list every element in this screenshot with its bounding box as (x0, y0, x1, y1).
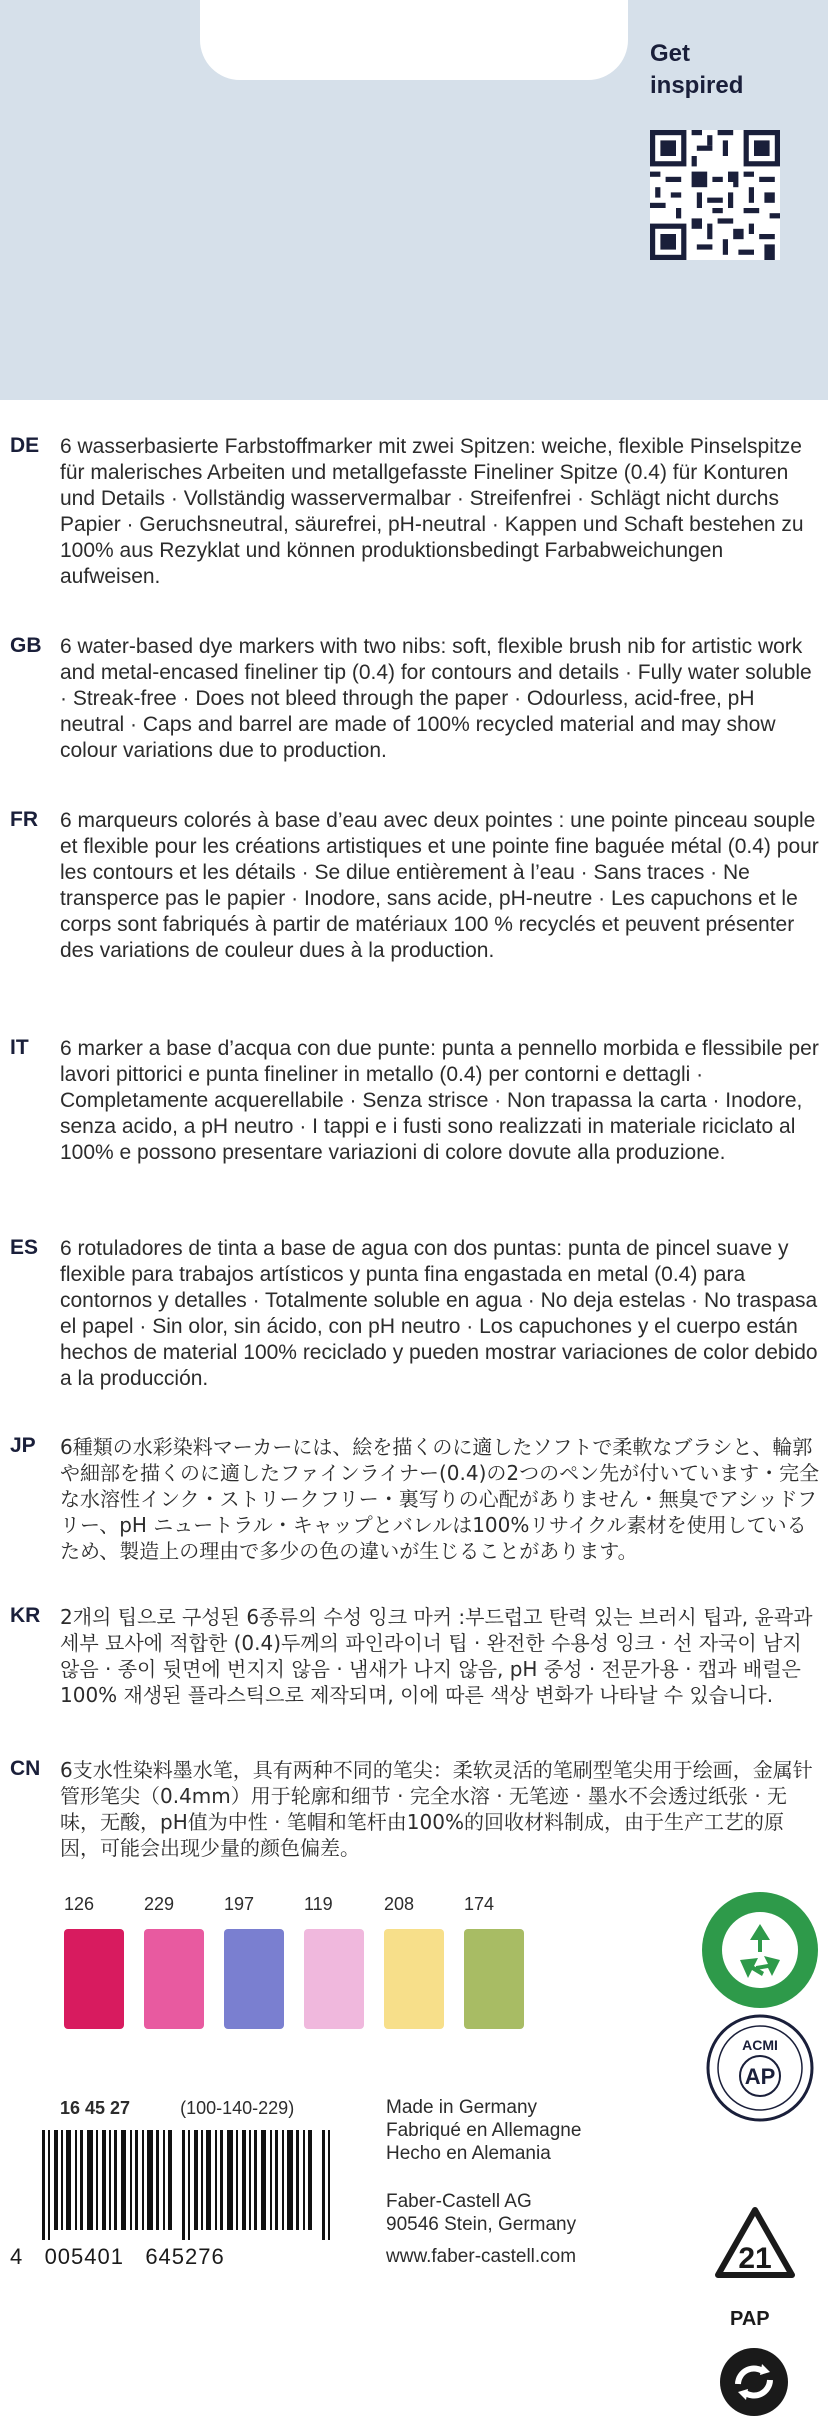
lang-code: FR (10, 808, 38, 831)
website-link[interactable]: www.faber-castell.com (386, 2246, 577, 2267)
lang-code: IT (10, 1036, 29, 1059)
swatch-color (144, 1929, 204, 2029)
lang-text: 6 rotuladores de tinta a base de agua con dos puntas: punta de pincel suave y flexible para trabajos artísticos y punta fina engastada en metal (0.4) para contornos y detalles · Totalmente soluble en agua · No deja estelas · No traspasa el papel · Sin olor, sin ácido, con pH neutro · Los capuchones y el cuerpo están hechos de material 100% reciclado y pueden mostrar variaciones de color debido a la producción. (60, 1237, 818, 1390)
lang-code: DE (10, 434, 40, 457)
swatch-197 (224, 1894, 288, 2029)
company-address: 90546 Stein, Germany (386, 2214, 577, 2235)
lang-block-cn (0, 1757, 828, 1887)
company-name: Faber-Castell AG (386, 2191, 532, 2212)
lang-code: CN (10, 1757, 41, 1780)
lang-block-fr (0, 808, 828, 1018)
lang-text: 6 marqueurs colorés à base d’eau avec deux pointes : une pointe pinceau souple et flexible pour les créations artistiques et une pointe fine baguée métal (0.4) pour les contours et les détails · Se dilue entièrement à l’eau · Sans traces · Ne transperce pas le papier · Inodore, sans acide, pH-neutre · Les capuchons et le corps sont fabriqués à partir de matériaux 100 % recyclés et peuvent présenter des variations de couleur dues à la production. (60, 809, 819, 962)
made-in-line-2: Fabriqué en Allemagne (386, 2120, 582, 2141)
swatch-126 (64, 1894, 128, 2029)
swatch-number: 119 (304, 1894, 333, 1914)
svg-text:ACMI: ACMI (742, 2037, 778, 2053)
swatch-number: 126 (64, 1894, 95, 1914)
lang-text: 2개의 팁으로 구성된 6종류의 수성 잉크 마커 :부드럽고 탄력 있는 브러시 팁과, 윤곽과 세부 묘사에 적합한 (0.4)두께의 파인라이너 팁 · 완전한 수용성 잉크 · 선 자국이 남지 않음 · 종이 뒷면에 번지지 않음 · 냄새가 나지 않음, pH 중성 · 전문가용 · 캡과 배럴은 100% 재생된 플라스틱으로 제작되며, 이에 따른 색상 변화가 나타날 수 있습니다. (60, 1605, 813, 1707)
swatch-color (224, 1929, 284, 2029)
barcode-icon (42, 2130, 342, 2240)
swatch-number: 229 (144, 1894, 175, 1914)
reference-number: (100-140-229) (180, 2098, 295, 2118)
swatch-color (464, 1929, 524, 2029)
acmi-ap-seal-icon (700, 2010, 820, 2130)
lang-text: 6 water-based dye markers with two nibs: soft, flexible brush nib for artistic work and metal-encased fineliner tip (0.4) for contours and details · Fully water soluble · Streak-free · Does not bleed through the paper · Odourless, acid-free, pH neutral · Caps and barrel are made of 100% recycled material and may show colour variations due to production. (60, 635, 812, 762)
lang-text: 6支水性染料墨水笔，具有两种不同的笔尖：柔软灵活的笔刷型笔尖用于绘画，金属针管形笔尖（0.4mm）用于轮廓和细节 · 完全水溶 · 无笔迹 · 墨水不会透过纸张 · 无味，无酸，pH值为中性 · 笔帽和笔杆由100%的回收材料制成，由于生产工艺的原因，可能会出现少量的颜色偏差。 (60, 1758, 813, 1860)
qr-code-icon[interactable] (650, 130, 780, 260)
inspire-line-1: Get (650, 40, 691, 67)
lang-block-kr (0, 1604, 828, 1744)
swatch-number: 174 (464, 1894, 495, 1914)
lang-block-de (0, 434, 828, 619)
swatch-number: 197 (224, 1894, 255, 1914)
made-in-line-3: Hecho en Alemania (386, 2143, 551, 2164)
lang-text: 6種類の水彩染料マーカーには、絵を描くのに適したソフトで柔軟なブラシと、輪郭や細部を描くのに適したファインライナー(0.4)の2つのペン先が付いています・完全な水溶性インク・ストリークフリー・裏写りの心配がありません・無臭でアシッドフリー、pH ニュートラル・キャップとバレルは100%リサイクル素材を使用しているため、製造上の理由で多少の色の違いが生じることがあります。 (60, 1435, 820, 1563)
product-codes (60, 2098, 294, 2119)
swatch-174 (464, 1894, 528, 2029)
swatch-208 (384, 1894, 448, 2029)
lang-text: 6 wasserbasierte Farbstoffmarker mit zwei Spitzen: weiche, flexible Pinselspitze für malerisches Arbeiten und metallgefasste Fineliner Spitze (0.4) für Konturen und Details · Vollständig wasservermalbar · Streifenfrei · Schlägt nicht durchs Papier · Geruchsneutral, säurefrei, pH-neutral · Kappen und Schaft bestehen zu 100% aus Rezyklat und können produktionsbedingt Farbabweichungen aufweisen. (60, 435, 804, 588)
lang-text: 6 marker a base d’acqua con due punte: punta a pennello morbida e flessibile per lavori pittorici e punta fineliner in metallo (0.4) per contorni e dettagli · Completamente acquerellabile · Senza strisce · Non trapassa la carta · Inodore, senza acido, a pH neutro · I tappi e i fusti sono realizzati in materiale riciclato al 100% e possono presentare variazioni di colore dovute alla produzione. (60, 1037, 819, 1164)
made-in-line-1: Made in Germany (386, 2097, 538, 2118)
svg-text:AP: AP (744, 2064, 776, 2089)
article-number: 16 45 27 (60, 2098, 131, 2118)
lang-code: JP (10, 1434, 36, 1457)
package-header (0, 0, 828, 400)
swatch-number: 208 (384, 1894, 415, 1914)
recycle-icon (718, 2346, 790, 2418)
swatch-color (384, 1929, 444, 2029)
pap-recycling-icon (700, 2200, 810, 2310)
lang-code: GB (10, 634, 42, 657)
lang-code: ES (10, 1236, 39, 1259)
made-in (386, 2096, 581, 2165)
inspire-line-2: inspired (650, 72, 744, 99)
lang-block-gb (0, 634, 828, 794)
swatch-color (304, 1929, 364, 2029)
lang-code: KR (10, 1604, 41, 1627)
swatch-119 (304, 1894, 368, 2029)
lang-block-jp (0, 1434, 828, 1574)
pap-label: PAP (730, 2308, 770, 2330)
hang-tab (200, 0, 628, 80)
lang-block-es (0, 1236, 828, 1421)
lang-block-it (0, 1036, 828, 1221)
company-info (386, 2190, 576, 2236)
get-inspired-label (650, 38, 820, 102)
swatch-color (64, 1929, 124, 2029)
pap-number: 21 (738, 2242, 772, 2275)
swatch-229 (144, 1894, 208, 2029)
barcode-number: 4 005401 645276 (10, 2244, 225, 2269)
recycled-cardboard-icon (700, 1890, 820, 2010)
